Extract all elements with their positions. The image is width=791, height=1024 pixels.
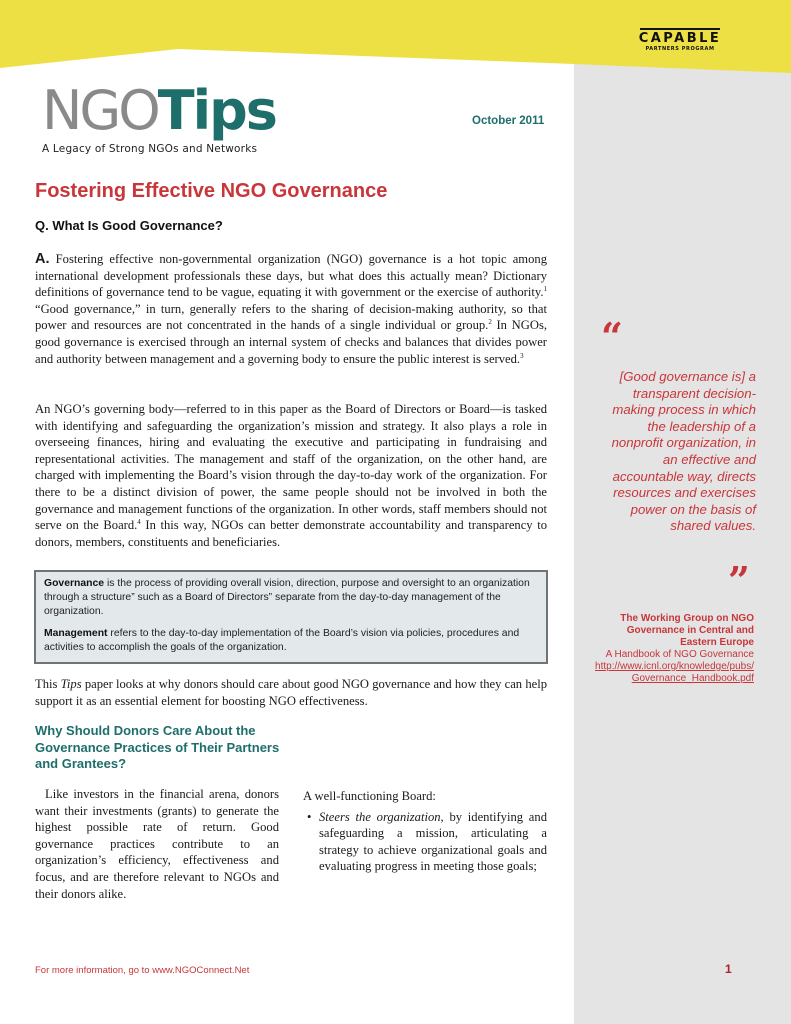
answer-paragraph xyxy=(35,251,547,367)
roof-line-icon xyxy=(640,28,720,30)
text-run: paper looks at why donors should care about good NGO governance and how they can help support it as an essential element for boosting NGO effectiveness. xyxy=(35,677,547,708)
definitions-box xyxy=(34,570,548,664)
capable-partners-logo xyxy=(638,28,722,53)
text-run: This xyxy=(35,677,61,691)
text-run: “Good governance,” in turn, generally refers to the sharing of decision-making authority, so that power and resources are not concentrated in the hands of a single individual or group. xyxy=(35,301,547,333)
source-organization: The Working Group on NGO Governance in Central and Eastern Europe xyxy=(620,613,754,648)
bullet-italic-lead: Steers the organization, xyxy=(319,809,444,824)
text-run: An NGO’s governing body—referred to in this paper as the Board of Directors or Board—is tasked with identifying and safeguarding the organization’s mission and strategy. It also plays a role in overseeing finances, hiring and evaluating the executive and participating in fundraising and representational activities. The management and staff of the organization, on the other hand, are charged with implementing the Board’s vision through the day-to-day work of the organization. For there to be a distinct division of power, the same people should not be involved in both the governance and management functions of the organization. In other words, staff members should not serve on the Board. xyxy=(35,402,547,533)
open-quote-icon: “ xyxy=(601,314,623,359)
tagline: A Legacy of Strong NGOs and Networks xyxy=(42,143,258,155)
management-definition xyxy=(44,627,538,655)
pull-quote: [Good governance is] a transparent decision-making process in which the leadership of a nonprofit organization, in an effective and accountable way, directs resources and exercises power on the basis of shared values. xyxy=(611,369,756,534)
partners-program-label: PARTNERS PROGRAM xyxy=(645,46,715,52)
board-intro: A well-functioning Board: xyxy=(303,789,436,803)
text-run: In this way, NGOs can better demonstrate accountability and transparency to donors, members, constituents and beneficiaries. xyxy=(35,518,547,549)
question-heading: Q. What Is Good Governance? xyxy=(35,218,223,233)
footer-more-info-link[interactable]: For more information, go to www.NGOConnect.Net xyxy=(35,965,250,976)
tips-italic: Tips xyxy=(60,677,82,691)
footnote-ref[interactable]: 1 xyxy=(543,285,547,293)
footnote-ref[interactable]: 2 xyxy=(488,318,492,327)
page-number: 1 xyxy=(725,962,732,976)
bullet-text: by identifying and safeguarding a mission, articulating a strategy to achieve organizational goals and evaluating progress in meeting those goals; xyxy=(319,809,547,874)
column-right xyxy=(303,788,547,875)
text-run: Fostering effective non-governmental organization (NGO) governance is a hot topic among international development professionals these days, but what does this actually mean? Dictionary definitions of governance tend to be vague, equating it with government or the exercise of authority. xyxy=(35,252,547,300)
tips-intro-paragraph xyxy=(35,676,547,709)
section-heading: Why Should Donors Care About the Governance Practices of Their Partners and Grantees? xyxy=(35,723,280,772)
definition-text: refers to the day-to-day implementation of the Board’s vision via policies, procedures and activities to accomplish the goals of the organization. xyxy=(44,628,520,653)
term-governance: Governance xyxy=(44,578,105,589)
board-paragraph xyxy=(35,401,547,550)
board-functions-list xyxy=(303,809,547,875)
footnote-ref[interactable]: 3 xyxy=(520,351,524,360)
ngotips-logo xyxy=(42,80,276,142)
text-run: In NGOs, good governance is exercised through an internal system of checks and balances that divides power and authority between management and a governing body to ensure the public interest is served. xyxy=(35,318,547,366)
source-title: A Handbook of NGO Governance xyxy=(605,649,754,660)
list-item xyxy=(319,809,547,875)
column-left-paragraph: Like investors in the financial arena, donors want their investments (grants) to generate the highest possible rate of return. Good governance practices contribute to an organization’s efficiency, effectiveness and focus, and are therefore relevant to NGOs and their donors alike. xyxy=(35,787,279,901)
issue-date: October 2011 xyxy=(472,115,545,127)
logo-tips: Tips xyxy=(157,79,276,142)
page-title: Fostering Effective NGO Governance xyxy=(35,180,388,202)
governance-definition xyxy=(44,577,538,619)
source-link[interactable]: http://www.icnl.org/knowledge/pubs/Governance_Handbook.pdf xyxy=(595,661,754,684)
answer-label: A. xyxy=(35,251,50,267)
term-management: Management xyxy=(44,628,108,639)
quote-source xyxy=(594,613,754,685)
definition-text: is the process of providing overall vision, direction, purpose and oversight to an organization through a structure” such as a Board of Directors” separate from the day-to-day management of the organization. xyxy=(44,578,530,617)
footnote-ref[interactable]: 4 xyxy=(137,517,141,526)
logo-ngo: NGO xyxy=(42,79,158,142)
capable-word: CAPABLE xyxy=(638,31,722,46)
close-quote-icon: ” xyxy=(728,558,750,603)
